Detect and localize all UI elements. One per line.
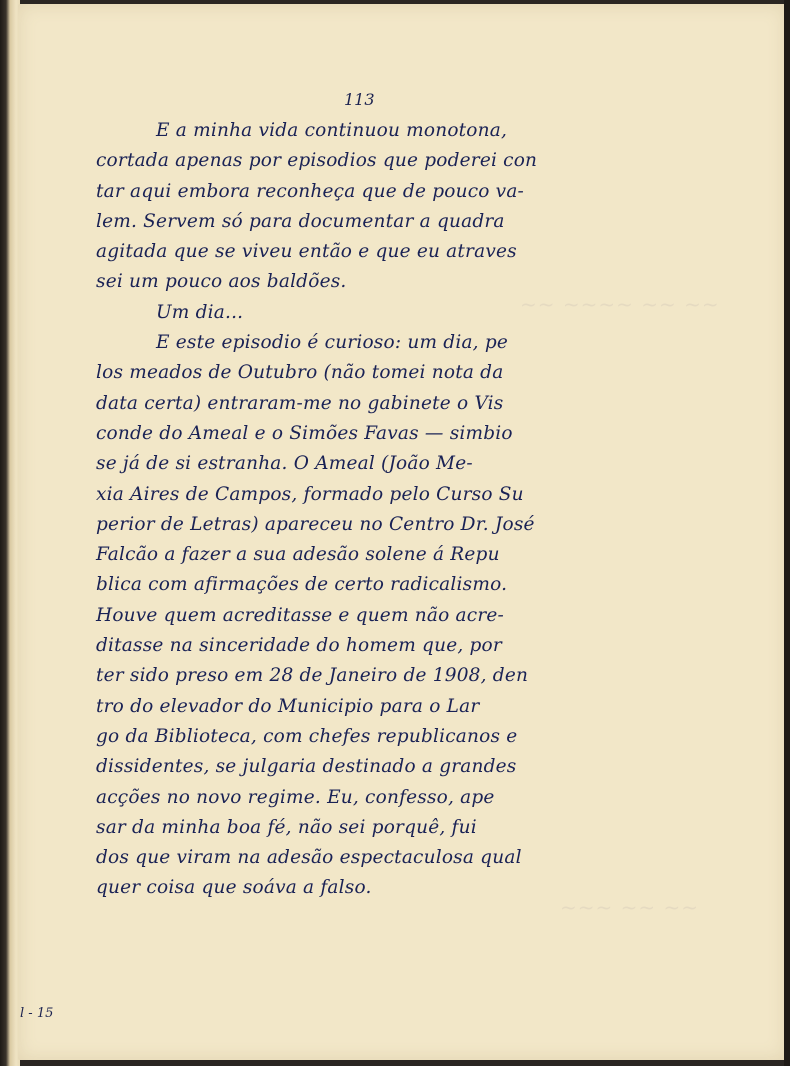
handwritten-line: Falcão a fazer a sua adesão solene á Repu	[96, 544, 500, 566]
handwritten-line: ditasse na sinceridade do homem que, por	[96, 635, 502, 657]
handwritten-line: quer coisa que soáva a falso.	[96, 877, 372, 899]
handwritten-text	[96, 116, 736, 904]
handwritten-line: ter sido preso em 28 de Janeiro de 1908, den	[96, 665, 529, 687]
handwritten-line: acções no novo regime. Eu, confesso, ape	[96, 786, 495, 808]
handwritten-line: Um dia...	[156, 301, 244, 323]
handwritten-line: lem. Servem só para documentar a quadra	[96, 210, 505, 232]
margin-note: l - 15	[20, 1006, 54, 1021]
handwritten-line: los meados de Outubro (não tomei nota da	[96, 362, 504, 384]
handwritten-line: dos que viram na adesão espectaculosa qual	[96, 847, 522, 869]
handwritten-line: conde do Ameal e o Simões Favas — simbio	[96, 422, 513, 444]
handwritten-line: sar da minha boa fé, não sei porquê, fui	[96, 816, 477, 838]
bleed-through: ~~ ~~~~ ~~ ~~	[520, 292, 720, 316]
handwritten-line: xia Aires de Campos, formado pelo Curso Su	[96, 483, 524, 505]
handwritten-line: E a minha vida continuou monotona,	[156, 120, 508, 141]
page-number: 113	[344, 90, 375, 109]
handwritten-line: sei um pouco aos baldões.	[96, 271, 347, 293]
handwritten-line: dissidentes, se julgaria destinado a grandes	[96, 756, 517, 778]
handwritten-line: E este episodio é curioso: um dia, pe	[156, 332, 509, 354]
handwritten-line: Houve quem acreditasse e quem não acre-	[96, 604, 504, 626]
handwritten-line: blica com afirmações de certo radicalismo.	[96, 574, 508, 596]
handwritten-line: cortada apenas por episodios que poderei con	[96, 150, 538, 172]
handwritten-line: perior de Letras) apareceu no Centro Dr. José	[96, 513, 535, 535]
bleed-through: ~~~ ~~ ~~	[560, 895, 700, 919]
handwritten-line: tar aqui embora reconheça que de pouco va-	[96, 180, 525, 202]
handwritten-line: go da Biblioteca, com chefes republicanos e	[96, 725, 518, 747]
handwritten-line: agitada que se viveu então e que eu atraves	[96, 241, 517, 263]
handwritten-line: tro do elevador do Municipio para o Lar	[96, 695, 480, 717]
scan-edge	[784, 0, 790, 1066]
handwritten-line: data certa) entraram-me no gabinete o Vis	[96, 392, 504, 414]
binding-edge	[0, 0, 20, 1066]
handwritten-line: se já de si estranha. O Ameal (João Me-	[96, 453, 473, 475]
